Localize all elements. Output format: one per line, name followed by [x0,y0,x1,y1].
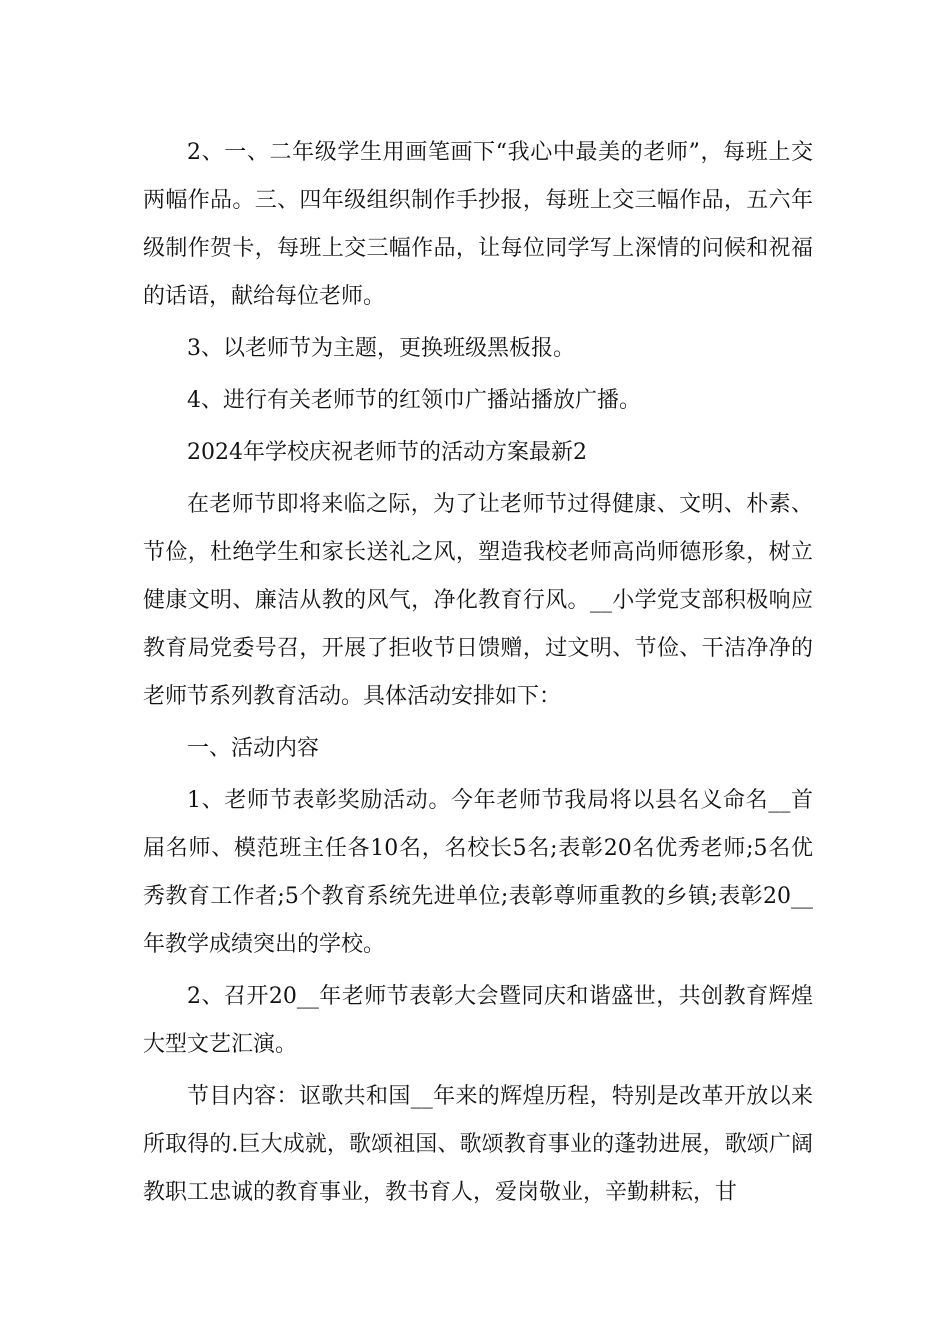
paragraph-item-1-awards: 1、老师节表彰奖励活动。今年老师节我局将以县名义命名__首届名师、模范班主任各10名，名校长5名;表彰20名优秀老师;5名优秀教育工作者;5个教育系统先进单位;表彰尊师重教的乡镇;表彰20__年教学成绩突出的学校。 [143,788,813,957]
program-content-paragraph: 节目内容：讴歌共和国__年来的辉煌历程，特别是改革开放以来所取得的.巨大成就，歌颂祖国、歌颂教育事业的蓬勃进展，歌颂广阔教职工忠诚的教育事业，教书育人，爱岗敬业，辛勤耕耘，甘 [143,1084,813,1205]
section-title: 2024年学校庆祝老师节的活动方案最新2 [187,440,587,465]
activity-content-heading: 一、活动内容 [187,736,320,761]
intro-paragraph: 在老师节即将来临之际，为了让老师节过得健康、文明、朴素、节俭，杜绝学生和家长送礼之风，塑造我校老师高尚师德形象，树立健康文明、廉洁从教的风气，净化教育行风。__小学党支部积极响应教育局党委号召，开展了拒收节日馈赠，过文明、节俭、干洁净净的老师节系列教育活动。具体活动安排如下： [143,492,813,709]
paragraph-item-2-artwork: 2、一、二年级学生用画笔画下“我心中最美的老师”，每班上交两幅作品。三、四年级组织制作手抄报，每班上交三幅作品，五六年级制作贺卡，每班上交三幅作品，让每位同学写上深情的问候和祝福的话语，献给每位老师。 [143,140,813,309]
paragraph-item-4-broadcast: 4、进行有关老师节的红领巾广播站播放广播。 [187,388,641,413]
paragraph-item-2-ceremony: 2、召开20__年老师节表彰大会暨同庆和谐盛世，共创教育辉煌大型文艺汇演。 [143,984,813,1057]
document-body [143,129,813,1221]
paragraph-item-3-blackboard: 3、以老师节为主题，更换班级黑板报。 [187,336,575,361]
